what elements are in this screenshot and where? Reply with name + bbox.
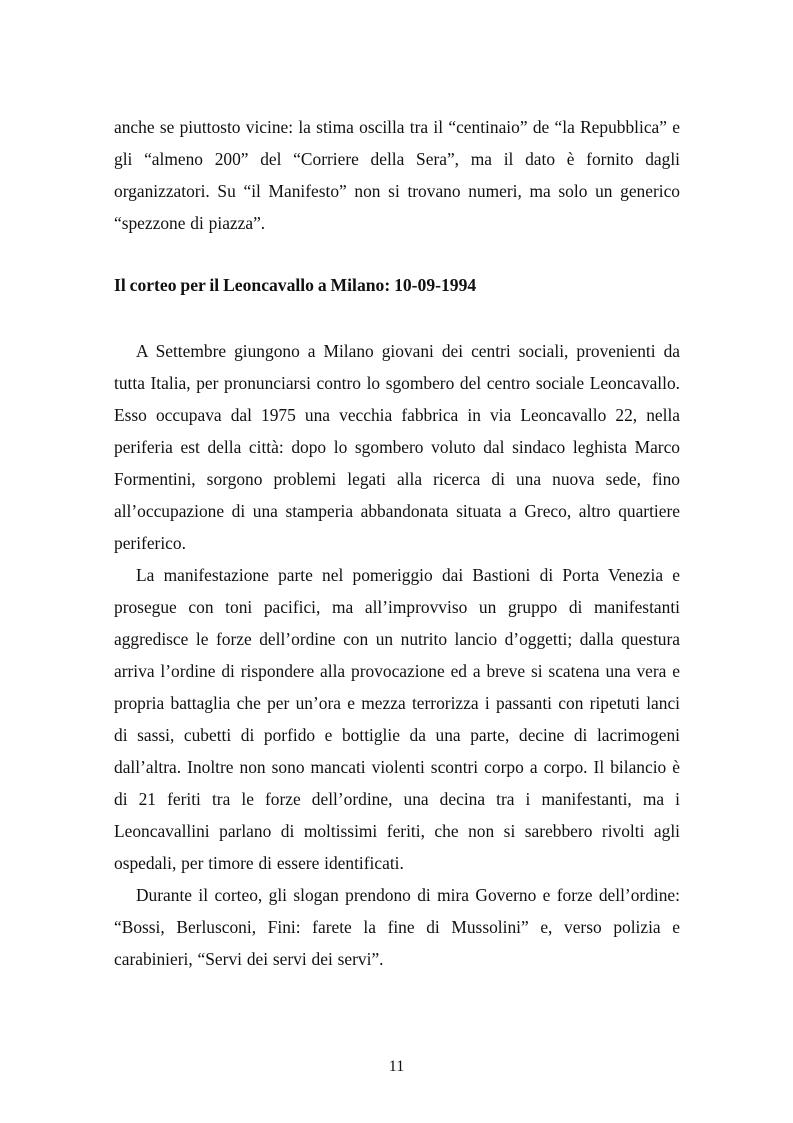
body-paragraph-2: La manifestazione parte nel pomeriggio dai Bastioni di Porta Venezia e prosegue con toni pacifici, ma all’improvviso un gruppo di manifestanti aggredisce le forze dell’ordine con un nutrito lancio d’oggetti; dalla questura arriva l’ordine di rispondere alla provocazione ed a breve si scatena una vera e propria battaglia che per un’ora e mezza terrorizza i passanti con ripetuti lanci di sassi, cubetti di porfido e bottiglie da una parte, decine di lacrimogeni dall’altra. Inoltre non sono mancati violenti scontri corpo a corpo. Il bilancio è di 21 feriti tra le forze dell’ordine, una decina tra i manifestanti, ma i Leoncavallini parlano di moltissimi feriti, che non si sarebbero rivolti agli ospedali, per timore di essere identificati. (114, 565, 680, 873)
continuation-paragraph: anche se piuttosto vicine: la stima oscilla tra il “centinaio” de “la Repubblica” e gli “almeno 200” del “Corriere della Sera”, ma il dato è fornito dagli organizzatori. Su “il Manifesto” non si trovano numeri, ma solo un generico “spezzone di piazza”. (114, 117, 680, 233)
page-number: 11 (388, 1058, 405, 1075)
body-paragraph-1: A Settembre giungono a Milano giovani dei centri sociali, provenienti da tutta Italia, per pronunciarsi contro lo sgombero del centro sociale Leoncavallo. Esso occupava dal 1975 una vecchia fabbrica in via Leoncavallo 22, nella periferia est della città: dopo lo sgombero voluto dal sindaco leghista Marco Formentini, sorgono problemi legati alla ricerca di una nuova sede, fino all’occupazione di una stamperia abbandonata situata a Greco, altro quartiere periferico. (114, 341, 680, 553)
body-paragraph-3: Durante il corteo, gli slogan prendono di mira Governo e forze dell’ordine: “Bossi, Berlusconi, Fini: farete la fine di Mussolini” e, verso polizia e carabinieri, “Servi dei servi dei servi”. (114, 885, 680, 969)
page-body (114, 111, 680, 975)
section-heading: Il corteo per il Leoncavallo a Milano: 10-09-1994 (114, 275, 477, 295)
